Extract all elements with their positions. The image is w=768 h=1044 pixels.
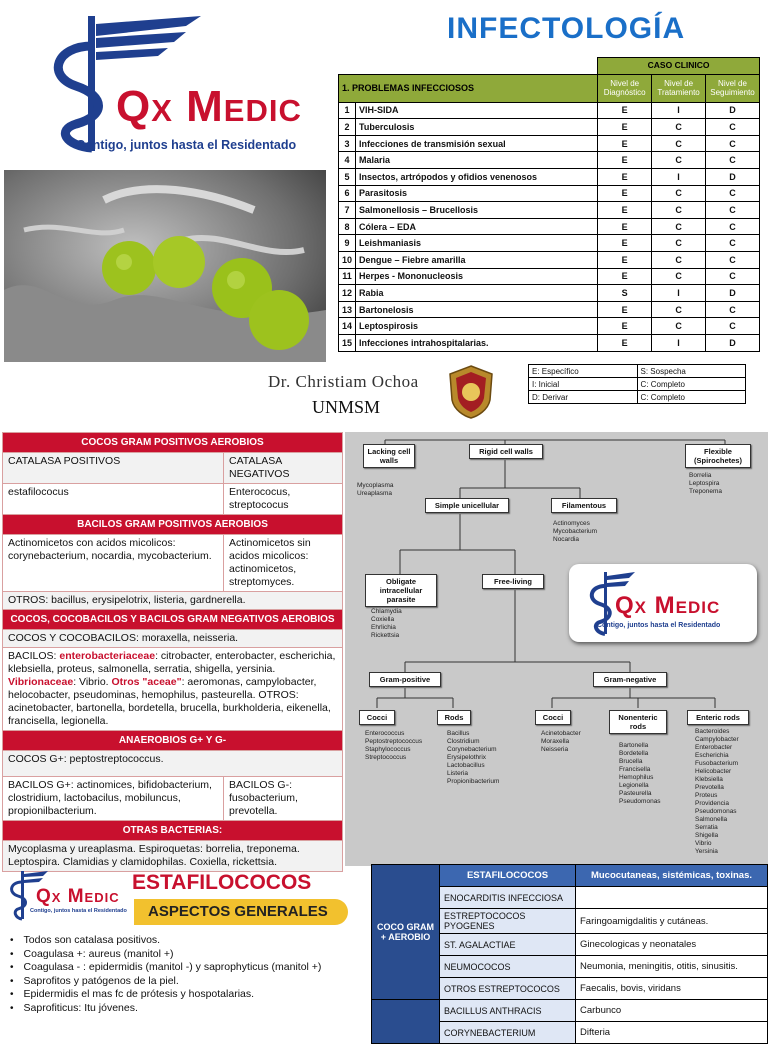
trat-column-header: Nivel de Tratamiento xyxy=(652,74,706,102)
seg-column-header: Nivel de Seguimiento xyxy=(706,74,760,102)
diag-level: E xyxy=(598,119,652,136)
nonenteric-rods-list: Bartonella Bordetella Brucella Francisella Hemophilus Legionella Pasteurella Pseudomonas xyxy=(619,742,661,805)
page-title: INFECTOLOGÍA xyxy=(447,12,686,45)
catalase-negative-header: CATALASA NEGATIVOS xyxy=(224,453,343,484)
gram-positive-others: OTROS: bacillus, erysipelotrix, listeria, gardnerella. xyxy=(3,592,343,610)
lacking-cell-walls-box: Lacking cell walls xyxy=(363,444,415,468)
problem-number: 5 xyxy=(339,168,356,185)
diag-column-header: Nivel de Diagnóstico xyxy=(598,74,652,102)
legend-entry: C: Completo xyxy=(637,391,746,404)
problem-number: 13 xyxy=(339,301,356,318)
lacking-cell-walls-list: Mycoplasma Ureaplasma xyxy=(357,482,394,497)
trat-level: C xyxy=(652,152,706,169)
trat-level: C xyxy=(652,251,706,268)
seg-level: D xyxy=(706,285,760,302)
legend-entry: D: Derivar xyxy=(529,391,638,404)
problem-name: Infecciones de transmisión sexual xyxy=(356,135,598,152)
logo-name: Qx Medic xyxy=(116,82,302,131)
seg-level: D xyxy=(706,168,760,185)
staph-subtitle: ASPECTOS GENERALES xyxy=(134,899,348,925)
legend-row xyxy=(529,365,746,378)
problem-name: Tuberculosis xyxy=(356,119,598,136)
problem-number: 7 xyxy=(339,202,356,219)
actinomycetes-non-mycolic: Actinomicetos sin acidos micolicos: actinomicetos, streptomyces. xyxy=(224,535,343,592)
problem-row xyxy=(339,318,760,335)
diag-level: E xyxy=(598,202,652,219)
problem-row xyxy=(339,135,760,152)
nonenteric-rods-box: Nonenteric rods xyxy=(609,710,667,734)
seg-level: C xyxy=(706,135,760,152)
problem-name: Dengue – Fiebre amarilla xyxy=(356,251,598,268)
seg-level: C xyxy=(706,318,760,335)
coco-organism: ESTAFILOCOCOS xyxy=(440,865,576,887)
other-bacteria: Mycoplasma y ureaplasma. Espiroquetas: borrelia, treponema. Leptospira. Clamidias y clamidophilas. Coxiella, rickettsia. xyxy=(3,841,343,872)
seg-level: C xyxy=(706,251,760,268)
staph-feature: • Todos son catalasa positivos. xyxy=(10,934,370,948)
coco-disease: Mucocutaneas, sistémicas, toxinas. xyxy=(576,865,768,887)
catalase-negative-value: Enterococus, streptococus xyxy=(224,484,343,515)
staph-logo-name: Qx Medic xyxy=(36,886,120,907)
coco-row xyxy=(372,1000,768,1022)
diag-level: E xyxy=(598,185,652,202)
diagram-logo-tagline: Contigo, juntos hasta el Residentado xyxy=(597,622,721,629)
trat-level: I xyxy=(652,334,706,351)
seg-level: C xyxy=(706,235,760,252)
coco-disease: Faringoamigdalitis y cutáneas. xyxy=(576,909,768,934)
problem-row xyxy=(339,185,760,202)
staph-logo-tagline: Contigo, juntos hasta el Residentado xyxy=(30,908,127,914)
problem-row xyxy=(339,334,760,351)
caduceus-icon xyxy=(36,6,206,156)
coco-disease: Faecalis, bovis, viridans xyxy=(576,978,768,1000)
problem-row xyxy=(339,168,760,185)
enteric-rods-list: Bacteroides Campylobacter Enterobacter Escherichia Fusobacterium Helicobacter Klebsiella Prevotella Proteus Providencia Pseudomonas Salmonella Serratia Shigella Vibrio Yersinia xyxy=(695,728,739,855)
problems-table xyxy=(338,57,760,352)
legend-entry: I: Inicial xyxy=(529,378,638,391)
qx-medic-logo xyxy=(36,6,336,166)
seg-level: C xyxy=(706,268,760,285)
coco-organism: ENOCARDITIS INFECCIOSA xyxy=(440,887,576,909)
trat-level: C xyxy=(652,135,706,152)
obligate-intracellular-box: Obligate intracellular parasite xyxy=(365,574,437,607)
gram-positive-cocci-list: Enterococcus Peptostreptococcus Staphylococcus Streptococcus xyxy=(365,730,423,761)
seg-level: C xyxy=(706,152,760,169)
problem-number: 3 xyxy=(339,135,356,152)
trat-level: C xyxy=(652,202,706,219)
enteric-rods-box: Enteric rods xyxy=(687,710,749,725)
problem-name: Cólera – EDA xyxy=(356,218,598,235)
coco-disease: Ginecologicas y neonatales xyxy=(576,934,768,956)
coco-group-spacer xyxy=(372,1000,440,1044)
coco-organism: ESTREPTOCOCOS PYOGENES xyxy=(440,909,576,934)
flexible-spirochetes-list: Borrelia Leptospira Treponema xyxy=(689,472,722,495)
legend-table xyxy=(528,364,746,404)
section-header: COCOS, COCOBACILOS Y BACILOS GRAM NEGATIVOS AEROBIOS xyxy=(3,610,343,630)
coco-organism: NEUMOCOCOS xyxy=(440,956,576,978)
bacteria-micrograph xyxy=(4,170,326,362)
problem-row xyxy=(339,235,760,252)
simple-unicellular-box: Simple unicellular xyxy=(425,498,509,513)
trat-level: C xyxy=(652,301,706,318)
problem-name: Rabia xyxy=(356,285,598,302)
coco-disease: Neumonia, meningitis, otitis, sinusitis. xyxy=(576,956,768,978)
gram-positive-box: Gram-positive xyxy=(369,672,441,687)
coco-organism: ST. AGALACTIAE xyxy=(440,934,576,956)
logo-tagline: Contigo, juntos hasta el Residentado xyxy=(76,138,297,152)
gram-negative-cocci: COCOS Y COCOBACILOS: moraxella, neisseria. xyxy=(3,630,343,648)
problem-row xyxy=(339,152,760,169)
catalase-positive-header: CATALASA POSITIVOS xyxy=(3,453,224,484)
problem-name: Herpes - Mononucleosis xyxy=(356,268,598,285)
problem-number: 4 xyxy=(339,152,356,169)
coco-disease: Difteria xyxy=(576,1022,768,1044)
coco-disease: Carbunco xyxy=(576,1000,768,1022)
trat-level: C xyxy=(652,235,706,252)
diag-level: E xyxy=(598,235,652,252)
anaerobic-gram-positive-bacilli: BACILOS G+: actinomices, bifidobacterium, clostridium, lactobacilus, mobiluncus, propionilbacterium. xyxy=(3,777,224,821)
coco-disease xyxy=(576,887,768,909)
diag-level: E xyxy=(598,334,652,351)
staph-feature: • Saprofitos y patógenos de la piel. xyxy=(10,975,370,989)
diag-level: E xyxy=(598,135,652,152)
seg-level: D xyxy=(706,334,760,351)
gram-negative-bacilli: BACILOS: enterobacteriaceae: citrobacter, enterobacter, escherichia, klebsiella, proteus, salmonella, serratia, shigella, yersinia. Vibrionaceae: Vibrio. Otros "aceae": aeromonas, campylobacter, helocobacter, pseudominas, hemophilus, pasteurella. OTROS: acinetobacter, bartonella, bordetella, brucella, burkholderia, eikenella, francisella, legionella. xyxy=(3,648,343,731)
coco-organism: BACILLUS ANTHRACIS xyxy=(440,1000,576,1022)
trat-level: C xyxy=(652,119,706,136)
problem-number: 9 xyxy=(339,235,356,252)
problem-number: 6 xyxy=(339,185,356,202)
problem-row xyxy=(339,119,760,136)
actinomycetes-mycolic: Actinomicetos con acidos micolicos: corynebacterium, nocardia, mycobacterium. xyxy=(3,535,224,592)
section-header: ANAEROBIOS G+ Y G- xyxy=(3,731,343,751)
problem-row xyxy=(339,218,760,235)
problem-name: Insectos, artrópodos y ofidios venenosos xyxy=(356,168,598,185)
trat-level: C xyxy=(652,268,706,285)
staph-feature: • Coagulasa - : epidermidis (manitol -) y saprophyticus (manitol +) xyxy=(10,961,370,975)
staph-title: ESTAFILOCOCOS xyxy=(132,871,312,894)
gram-positive-rods-list: Bacillus Clostridium Corynebacterium Erysipelothrix Lactobacillus Listeria Propionibacterium xyxy=(447,730,500,785)
gram-negative-cocci-box: Cocci xyxy=(535,710,571,725)
problem-name: Leptospirosis xyxy=(356,318,598,335)
staph-features-list xyxy=(10,934,370,1015)
seg-level: C xyxy=(706,301,760,318)
gram-negative-cocci-list: Acinetobacter Moraxella Neisseria xyxy=(541,730,581,753)
author-name: Dr. Christiam Ochoa xyxy=(268,372,419,391)
unmsm-seal-icon xyxy=(446,364,496,420)
filamentous-list: Actinomyces Mycobacterium Nocardia xyxy=(553,520,598,543)
problem-name: Malaria xyxy=(356,152,598,169)
problem-row xyxy=(339,102,760,119)
caso-clinico-header: CASO CLINICO xyxy=(598,58,760,75)
problem-row xyxy=(339,285,760,302)
gram-negative-box: Gram-negative xyxy=(593,672,667,687)
diag-level: E xyxy=(598,102,652,119)
diag-level: E xyxy=(598,251,652,268)
coco-gram-positive-table xyxy=(371,864,768,1044)
diag-level: S xyxy=(598,285,652,302)
problem-row xyxy=(339,202,760,219)
seg-level: C xyxy=(706,202,760,219)
gram-positive-cocci-box: Cocci xyxy=(359,710,395,725)
staph-feature: • Saprofiticus: Itu jóvenes. xyxy=(10,1002,370,1016)
seg-level: C xyxy=(706,119,760,136)
staph-feature: • Coagulasa +: aureus (manitol +) xyxy=(10,948,370,962)
legend-entry: E: Específico xyxy=(529,365,638,378)
problem-row xyxy=(339,268,760,285)
anaerobic-cocci: COCOS G+: peptostreptococcus. xyxy=(3,751,343,777)
free-living-box: Free-living xyxy=(482,574,544,589)
trat-level: C xyxy=(652,318,706,335)
problem-row xyxy=(339,301,760,318)
problem-number: 15 xyxy=(339,334,356,351)
diag-level: E xyxy=(598,268,652,285)
problem-name: Infecciones intrahospitalarias. xyxy=(356,334,598,351)
seg-level: D xyxy=(706,102,760,119)
trat-level: I xyxy=(652,285,706,302)
problem-number: 10 xyxy=(339,251,356,268)
diag-level: E xyxy=(598,218,652,235)
catalase-positive-value: estafilococus xyxy=(3,484,224,515)
staph-logo xyxy=(8,868,128,924)
seg-level: C xyxy=(706,185,760,202)
problem-number: 2 xyxy=(339,119,356,136)
trat-level: I xyxy=(652,102,706,119)
problem-number: 12 xyxy=(339,285,356,302)
problem-number: 1 xyxy=(339,102,356,119)
filamentous-box: Filamentous xyxy=(551,498,617,513)
seg-level: C xyxy=(706,218,760,235)
flexible-spirochetes-box: Flexible (Spirochetes) xyxy=(685,444,751,468)
section-header: OTRAS BACTERIAS: xyxy=(3,821,343,841)
trat-level: I xyxy=(652,168,706,185)
coco-group-label: COCO GRAM + AEROBIO xyxy=(372,865,440,1000)
rigid-cell-walls-box: Rigid cell walls xyxy=(469,444,543,459)
author-institution: UNMSM xyxy=(312,397,381,417)
problem-number: 14 xyxy=(339,318,356,335)
bacteria-classification-table xyxy=(2,432,343,872)
problem-name: Leishmaniasis xyxy=(356,235,598,252)
problem-name: VIH-SIDA xyxy=(356,102,598,119)
diagram-logo-name: Qx Medic xyxy=(615,592,721,619)
trat-level: C xyxy=(652,218,706,235)
problem-row xyxy=(339,251,760,268)
bacteria-classification-diagram xyxy=(345,432,768,866)
problem-name: Bartonelosis xyxy=(356,301,598,318)
obligate-intracellular-list: Chlamydia Coxiella Ehrlichia Rickettsia xyxy=(371,608,402,639)
diagram-logo-card xyxy=(569,564,757,642)
section-header: COCOS GRAM POSITIVOS AEROBIOS xyxy=(3,433,343,453)
diag-level: E xyxy=(598,318,652,335)
legend-entry: S: Sospecha xyxy=(637,365,746,378)
diag-level: E xyxy=(598,168,652,185)
gram-positive-rods-box: Rods xyxy=(437,710,471,725)
legend-entry: C: Completo xyxy=(637,378,746,391)
coco-row xyxy=(372,865,768,887)
problems-column-header: 1. PROBLEMAS INFECCIOSOS xyxy=(339,74,598,102)
section-header: BACILOS GRAM POSITIVOS AEROBIOS xyxy=(3,515,343,535)
problem-name: Parasitosis xyxy=(356,185,598,202)
diag-level: E xyxy=(598,152,652,169)
diag-level: E xyxy=(598,301,652,318)
coco-organism: OTROS ESTREPTOCOCOS xyxy=(440,978,576,1000)
anaerobic-gram-negative-bacilli: BACILOS G-: fusobacterium, prevotella. xyxy=(224,777,343,821)
problem-number: 11 xyxy=(339,268,356,285)
staph-feature: • Epidermidis el mas fc de prótesis y hospotalarias. xyxy=(10,988,370,1002)
problem-name: Salmonellosis – Brucellosis xyxy=(356,202,598,219)
coco-organism: CORYNEBACTERIUM xyxy=(440,1022,576,1044)
problem-number: 8 xyxy=(339,218,356,235)
trat-level: C xyxy=(652,185,706,202)
legend-row xyxy=(529,391,746,404)
legend-row xyxy=(529,378,746,391)
